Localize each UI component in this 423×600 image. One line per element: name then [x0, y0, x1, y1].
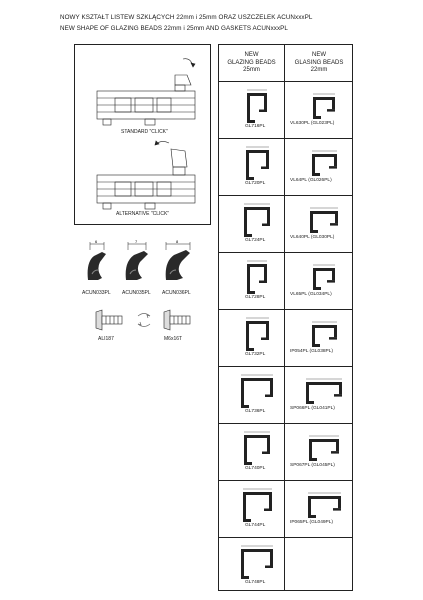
gasket-dim-2: 7 [135, 240, 138, 244]
glazing-bead-profile-25mm [237, 372, 283, 412]
bead-code-25mm: GL744PL [245, 523, 266, 528]
table-cell-22mm [284, 138, 354, 195]
table-header-25mm-line3: 25mm [243, 67, 260, 73]
table-cell-25mm [219, 309, 284, 366]
glazing-bead-profile-22mm [302, 376, 352, 408]
gasket-dim-3: 8 [176, 240, 179, 244]
glazing-bead-profile-22mm [306, 205, 348, 237]
gasket-dim-1: 6 [95, 240, 98, 244]
click-diagram-drawing [75, 45, 212, 226]
screw-right-label: M6x16T [164, 336, 183, 342]
glazing-bead-profile-22mm [308, 319, 347, 351]
gasket-label-1: ACUN033PL [82, 290, 111, 296]
gasket-label-2: ACUN035PL [122, 290, 151, 296]
glazing-bead-profile-25mm [240, 429, 280, 469]
table-header-25mm [219, 52, 284, 75]
screw-left-label: ALI187 [98, 336, 114, 342]
bead-code-25mm: GL728PL [245, 295, 266, 300]
glazing-beads-table [218, 44, 353, 591]
table-cell-25mm [219, 138, 284, 195]
table-header-22mm-line2: GLASING BEADS [294, 59, 344, 66]
title-polish: NOWY KSZTAŁT LISTEW SZKLĄCYCH 22mm i 25mm ORAZ USZCZELEK ACUNxxxPL [60, 14, 313, 21]
bead-code-22mm: SP067PL (GL045PL) [290, 463, 335, 468]
bead-code-22mm: VL64PL (GL026PL) [290, 178, 332, 183]
bead-code-22mm: IP054PL (GL038PL) [290, 349, 334, 354]
bead-code-22mm: VL630PL (GL023PL) [290, 121, 335, 126]
bead-code-22mm: VL65PL (GL034PL) [290, 292, 332, 297]
gasket-profile-2 [120, 240, 158, 288]
bead-code-25mm: GL740PL [245, 466, 266, 471]
glazing-bead-profile-25mm [242, 144, 279, 184]
glazing-bead-profile-22mm [308, 148, 347, 180]
table-cell-22mm [284, 252, 354, 309]
table-header-22mm-line3: 22mm [310, 67, 328, 73]
table-cell-22mm [284, 195, 354, 252]
bead-code-25mm: GL720PL [245, 181, 266, 186]
table-cell-25mm [219, 252, 284, 309]
table-header-25mm-line1: NEW [244, 52, 259, 58]
glazing-bead-profile-25mm [243, 87, 277, 127]
table-header-22mm-line1: NEW [312, 52, 326, 58]
gasket-profile-3 [160, 240, 198, 288]
table-cell-25mm [219, 480, 284, 537]
click-diagram-box [74, 44, 211, 225]
table-cell-22mm [284, 423, 354, 480]
gasket-profile-1 [80, 240, 118, 288]
bead-code-22mm: IP065PL (GL049PL) [290, 520, 334, 525]
table-cell-22mm [284, 480, 354, 537]
screws-drawing [94, 306, 204, 334]
bead-code-22mm: SP066PL (GL041PL) [290, 406, 335, 411]
glazing-bead-profile-25mm [243, 258, 277, 298]
standard-click-label: STANDARD "CLICK" [121, 129, 168, 135]
table-cell-25mm [219, 195, 284, 252]
table-cell-25mm [219, 537, 284, 594]
table-cell-22mm [284, 81, 354, 138]
table-cell-22mm [284, 309, 354, 366]
glazing-bead-profile-22mm [309, 262, 345, 294]
swap-arrows-icon [138, 314, 150, 327]
glazing-bead-profile-25mm [240, 201, 280, 241]
glazing-bead-profile-25mm [239, 486, 282, 526]
table-header-22mm [284, 52, 354, 75]
table-cell-22mm [284, 537, 354, 594]
bead-code-25mm: GL748PL [245, 580, 266, 585]
bead-code-25mm: GL724PL [245, 238, 266, 243]
table-cell-25mm [219, 81, 284, 138]
bead-code-25mm: GL736PL [245, 409, 266, 414]
table-cell-25mm [219, 423, 284, 480]
table-cell-22mm [284, 366, 354, 423]
bead-code-22mm: VL640PL (GL030PL) [290, 235, 335, 240]
title-english: NEW SHAPE OF GLAZING BEADS 22mm i 25mm AND GASKETS ACUNxxxPL [60, 25, 288, 32]
glazing-bead-profile-25mm [242, 315, 279, 355]
table-cell-25mm [219, 366, 284, 423]
glazing-bead-profile-22mm [305, 433, 349, 465]
glazing-bead-profile-25mm [237, 543, 283, 583]
alternative-click-label: ALTERNATIVE "CLICK" [116, 211, 170, 217]
bead-code-25mm: GL716PL [245, 124, 266, 129]
gasket-label-3: ACUN036PL [162, 290, 191, 296]
glazing-bead-profile-22mm [309, 91, 345, 123]
table-header-25mm-line2: GLAZING BEADS [227, 59, 276, 66]
bead-code-25mm: GL732PL [245, 352, 266, 357]
glazing-bead-profile-22mm [304, 490, 351, 522]
